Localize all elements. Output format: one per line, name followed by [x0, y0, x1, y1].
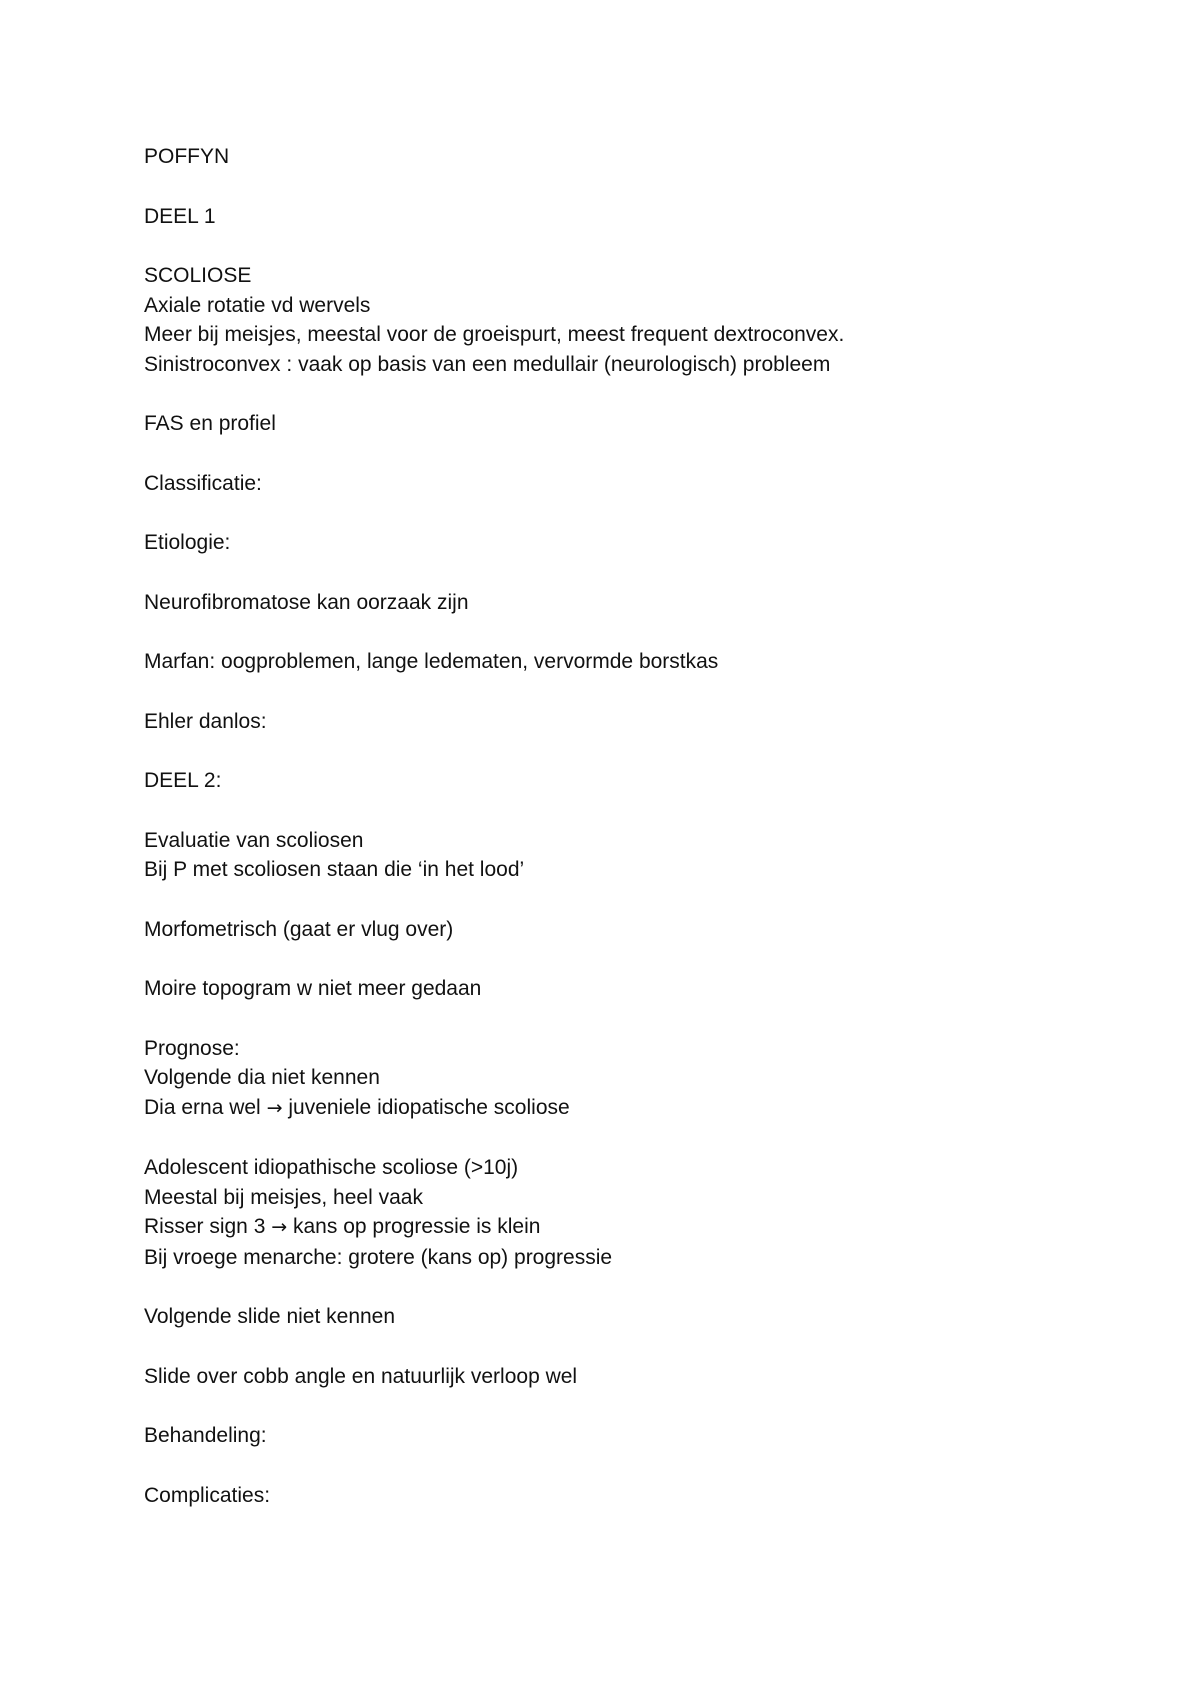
complicaties-paragraph [144, 1481, 1104, 1511]
ehler-line: Ehler danlos: [144, 709, 267, 733]
volgende-slide-line: Volgende slide niet kennen [144, 1305, 396, 1328]
etiologie-heading: Etiologie: [144, 531, 231, 554]
prognose-line-3-start: Dia erna wel [144, 1095, 261, 1119]
adolescent-line-2: Meestal bij meisjes, heel vaak [144, 1185, 423, 1209]
scoliose-paragraph [144, 261, 1104, 379]
arrow-right-icon: → [266, 1096, 283, 1119]
scoliose-line-2: Meer bij meisjes, meestal voor de groeispurt, meest frequent dextroconvex. [144, 323, 845, 346]
arrow-right-icon: → [271, 1216, 288, 1238]
document-title: POFFYN [144, 145, 230, 168]
scoliose-heading: SCOLIOSE [144, 264, 252, 287]
adolescent-line-3-start: Risser sign 3 [144, 1215, 266, 1238]
prognose-heading: Prognose: [144, 1036, 240, 1060]
moire-paragraph [144, 974, 1104, 1004]
scoliose-line-1: Axiale rotatie vd wervels [144, 293, 371, 317]
adolescent-line-3-end: kans op progressie is klein [293, 1215, 541, 1238]
morfometrisch-line: Morfometrisch (gaat er vlug over) [144, 917, 454, 941]
behandeling-heading: Behandeling: [144, 1424, 267, 1447]
moire-line: Moire topogram w niet meer gedaan [144, 977, 482, 1000]
part-2-paragraph [144, 766, 1104, 796]
fas-line: FAS en profiel [144, 412, 276, 435]
ehler-paragraph [144, 707, 1104, 737]
part-1-paragraph [144, 202, 1104, 232]
neurofibromatose-line: Neurofibromatose kan oorzaak zijn [144, 590, 469, 614]
classificatie-paragraph [144, 469, 1104, 499]
cobb-paragraph [144, 1362, 1104, 1392]
adolescent-paragraph [144, 1153, 1104, 1272]
morfometrisch-paragraph [144, 915, 1104, 945]
part-1-heading: DEEL 1 [144, 204, 216, 228]
evaluatie-line-2: Bij P met scoliosen staan die ‘in het lood’ [144, 858, 525, 881]
fas-paragraph [144, 409, 1104, 439]
neurofibromatose-paragraph [144, 588, 1104, 618]
document-body [144, 142, 1104, 1540]
evaluatie-line-1: Evaluatie van scoliosen [144, 828, 364, 852]
complicaties-heading: Complicaties: [144, 1483, 271, 1507]
adolescent-line-4: Bij vroege menarche: grotere (kans op) progressie [144, 1245, 613, 1269]
prognose-line-3-end: juveniele idiopatische scoliose [288, 1095, 570, 1119]
volgende-slide-paragraph [144, 1302, 1104, 1332]
classificatie-heading: Classificatie: [144, 471, 262, 495]
prognose-paragraph [144, 1034, 1104, 1124]
prognose-line-3 [144, 1093, 1104, 1124]
prognose-line-2: Volgende dia niet kennen [144, 1066, 380, 1089]
marfan-paragraph [144, 647, 1104, 677]
cobb-line: Slide over cobb angle en natuurlijk verloop wel [144, 1364, 578, 1388]
evaluatie-paragraph [144, 826, 1104, 885]
document-title-paragraph [144, 142, 1104, 172]
behandeling-paragraph [144, 1421, 1104, 1451]
etiologie-paragraph [144, 528, 1104, 558]
part-2-heading: DEEL 2: [144, 769, 222, 792]
adolescent-line-1: Adolescent idiopathische scoliose (>10j) [144, 1156, 519, 1179]
scoliose-line-3: Sinistroconvex : vaak op basis van een medullair (neurologisch) probleem [144, 352, 831, 376]
adolescent-line-3 [144, 1212, 1104, 1243]
marfan-line: Marfan: oogproblemen, lange ledematen, vervormde borstkas [144, 650, 719, 673]
